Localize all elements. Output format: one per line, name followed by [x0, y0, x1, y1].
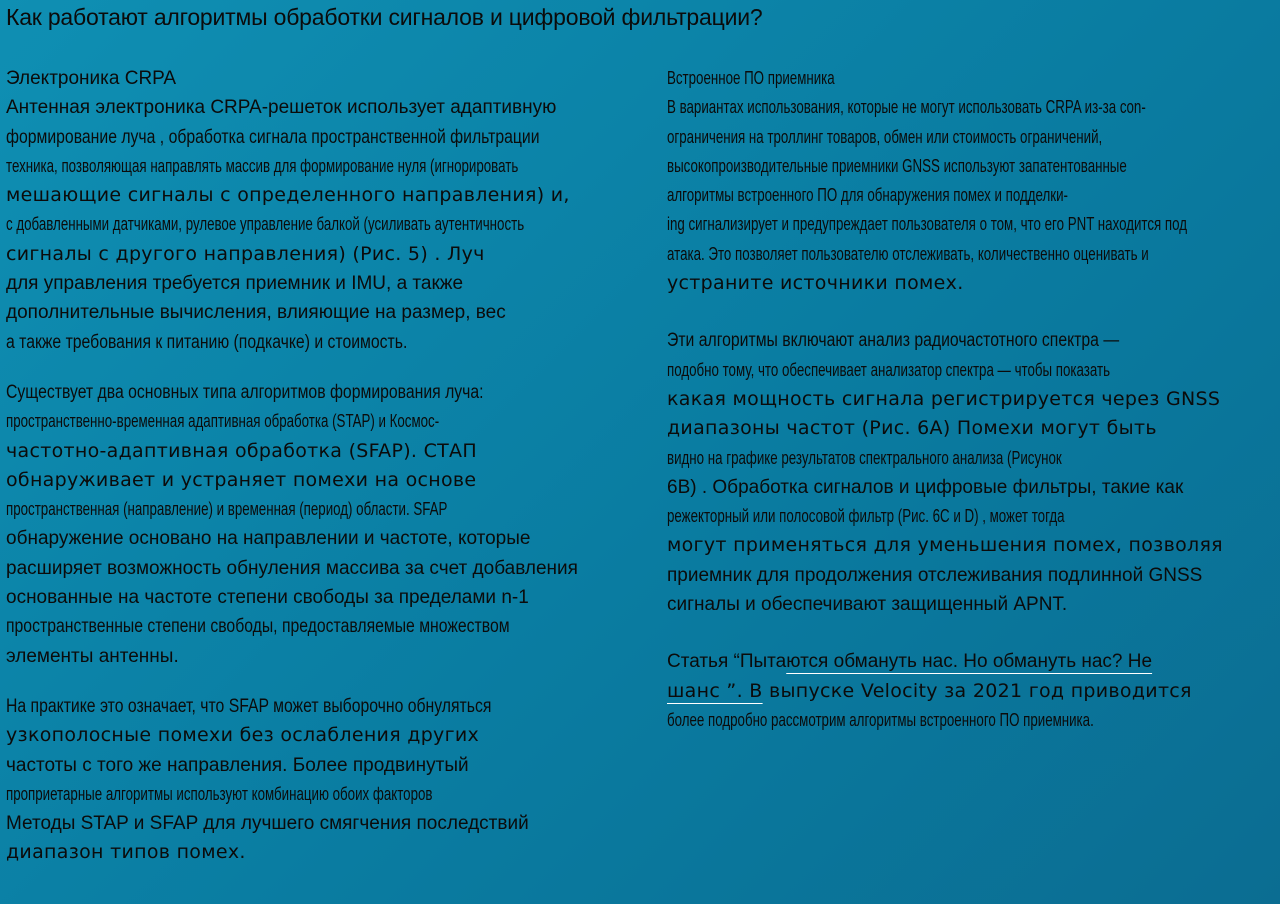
text-line: более подробно рассмотрим алгоритмы встроенного ПО приемника. — [667, 709, 1094, 730]
article-reference — [667, 647, 1277, 676]
text-line: ограничения на троллинг товаров, обмен или стоимость ограничений, — [667, 126, 1103, 147]
text-line: Эти алгоритмы включают анализ радиочастотного спектра — — [667, 330, 1120, 352]
text-line: обнаруживает и устраняет помехи на основе — [6, 468, 477, 491]
text-line: Методы STAP и SFAP для лучшего смягчения последствий — [6, 813, 529, 835]
text-line: мешающие сигналы с определенного направления) и, — [6, 184, 570, 207]
text-line: атака. Это позволяет пользователю отслеживать, количественно оценивать и — [667, 243, 1149, 264]
text-line: техника, позволяющая направлять массив для формирование нуля (игнорировать — [6, 155, 519, 176]
text-line: ing сигнализирует и предупреждает пользователя о том, что его PNT находится под — [667, 214, 1188, 235]
text-line: формирование луча , обработка сигнала пространственной фильтрации — [6, 126, 540, 148]
page-title: Как работают алгоритмы обработки сигналов и цифровой фильтрации? — [6, 4, 763, 30]
text-line: расширяет возможность обнуления массива за счет добавления — [6, 557, 578, 579]
article-link[interactable]: ются обмануть нас. Но обмануть нас? Не — [786, 651, 1153, 673]
text-line: сигналы с другого направления) (Рис. 5) . Луч — [6, 242, 485, 265]
text-line: частотно-адаптивная обработка (SFAP). СТАП — [6, 439, 477, 462]
article-reference — [667, 677, 1277, 706]
section-heading-firmware: Встроенное ПО приемника — [667, 68, 835, 88]
article-link[interactable]: шанс ”. В — [667, 679, 763, 702]
text-line: видно на графике результатов спектрального анализа (Рисунок — [667, 447, 1062, 468]
text-line: могут применяться для уменьшения помех, позволяя — [667, 534, 1223, 557]
text-line: На практике это означает, что SFAP может выборочно обнуляться — [6, 695, 492, 717]
text-line: высокопроизводительные приемники GNSS используют запатентованные — [667, 155, 1127, 176]
text-line: пространственные степени свободы, предоставляемые множеством — [6, 616, 510, 638]
article-text: выпуске Velocity за 2021 год приводится — [762, 679, 1192, 702]
text-line: элементы антенны. — [6, 645, 179, 667]
text-line: с добавленными датчиками, рулевое управление балкой (усиливать аутентичность — [6, 214, 525, 235]
section-heading-crpa: Электроника CRPA — [6, 68, 177, 89]
right-column — [667, 64, 1277, 735]
text-line: 6B) . Обработка сигналов и цифровые фильтры, такие как — [667, 476, 1184, 498]
text-line: подобно тому, что обеспечивает анализатор спектра — чтобы показать — [667, 359, 1111, 380]
left-column — [6, 64, 626, 868]
text-line: алгоритмы встроенного ПО для обнаружения помех и подделки- — [667, 185, 1068, 206]
text-line: режекторный или полосовой фильтр (Рис. 6C и D) , может тогда — [667, 506, 1065, 527]
text-line: В вариантах использования, которые не могут использовать CRPA из-за con- — [667, 97, 1146, 118]
text-line: для управления требуется приемник и IMU, а также — [6, 273, 464, 295]
text-line: а также требования к питанию (подкачке) и стоимость. — [6, 331, 408, 353]
text-line: проприетарные алгоритмы используют комбинацию обоих факторов — [6, 783, 433, 804]
text-line: обнаружение основано на направлении и частоте, которые — [6, 528, 531, 550]
text-line: дополнительные вычисления, влияющие на размер, вес — [6, 302, 506, 324]
text-line: приемник для продолжения отслеживания подлинной GNSS — [667, 564, 1203, 586]
text-line: устраните источники помех. — [667, 272, 964, 295]
text-line: диапазоны частот (Рис. 6A) Помехи могут быть — [667, 417, 1157, 440]
text-line: основанные на частоте степени свободы за пределами n-1 — [6, 587, 529, 609]
article-text: Статья “Пыта — [667, 651, 787, 673]
text-line: частоты с того же направления. Более продвинутый — [6, 754, 469, 776]
text-line: Существует два основных типа алгоритмов формирования луча: — [6, 381, 484, 403]
text-line: пространственно-временная адаптивная обработка (STAP) и Космос- — [6, 411, 440, 432]
text-line: узкополосные помехи без ослабления других — [6, 724, 480, 747]
text-line: какая мощность сигнала регистрируется через GNSS — [667, 387, 1221, 410]
text-line: Антенная электроника CRPA-решеток использует адаптивную — [6, 97, 557, 119]
text-line: диапазон типов помех. — [6, 841, 246, 864]
text-line: сигналы и обеспечивают защищенный APNT. — [667, 594, 1068, 616]
text-line: пространственная (направление) и временная (период) области. SFAP — [6, 499, 448, 520]
